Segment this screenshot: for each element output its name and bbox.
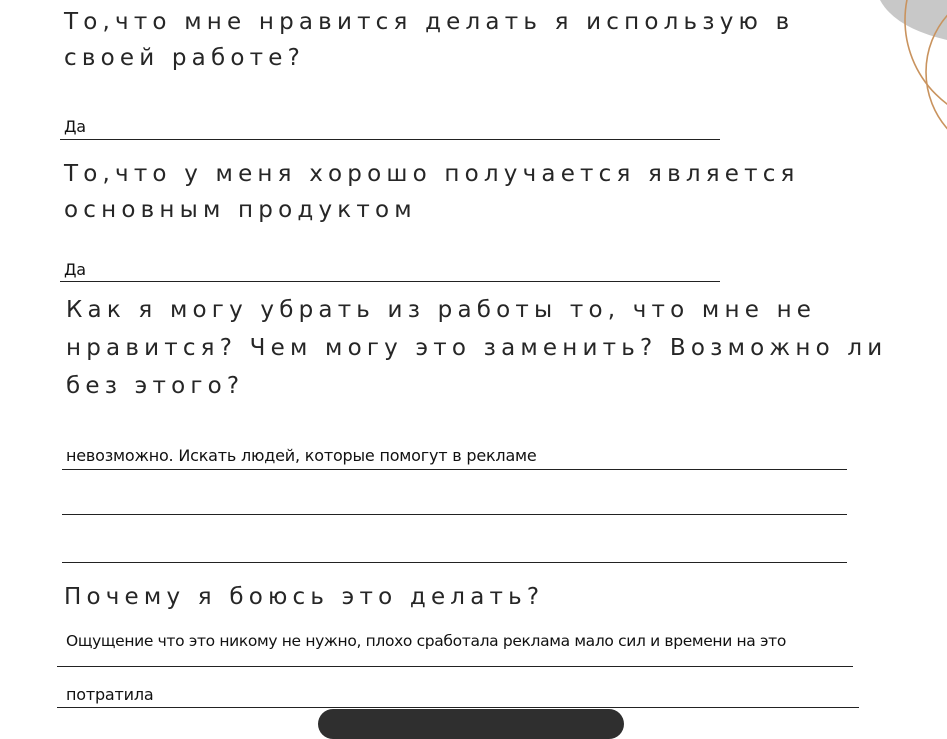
question-1-answer-line	[60, 139, 720, 140]
question-4-answer-1[interactable]: Ощущение что это никому не нужно, плохо сработала реклама мало сил и времени на это	[66, 632, 786, 650]
question-3-text: Как я могу убрать из работы то, что мне не нравится? Чем могу это заменить? Возможно ли без этого?	[66, 297, 888, 399]
question-1-answer[interactable]: Да	[64, 117, 86, 136]
question-2-answer-line	[60, 281, 720, 282]
question-2-answer[interactable]: Да	[64, 260, 86, 279]
question-4-answer-2[interactable]: потратила	[66, 685, 154, 704]
question-3-answer-line-2	[62, 514, 847, 515]
question-1-text: То,что мне нравится делать я использую в своей работе?	[64, 9, 795, 71]
bottom-toolbar-edge	[318, 709, 624, 739]
question-3-answer-1[interactable]: невозможно. Искать людей, которые помогут в рекламе	[66, 446, 537, 465]
gray-blob-shape	[880, 0, 947, 40]
question-4-text: Почему я боюсь это делать?	[64, 584, 545, 610]
question-4-answer-line-1	[57, 666, 853, 667]
question-3-answer-line-1	[62, 469, 847, 470]
question-4-answer-line-2	[57, 707, 859, 708]
question-2-text: То,что у меня хорошо получается является основным продуктом	[64, 161, 800, 223]
question-3-answer-line-3	[62, 562, 847, 563]
